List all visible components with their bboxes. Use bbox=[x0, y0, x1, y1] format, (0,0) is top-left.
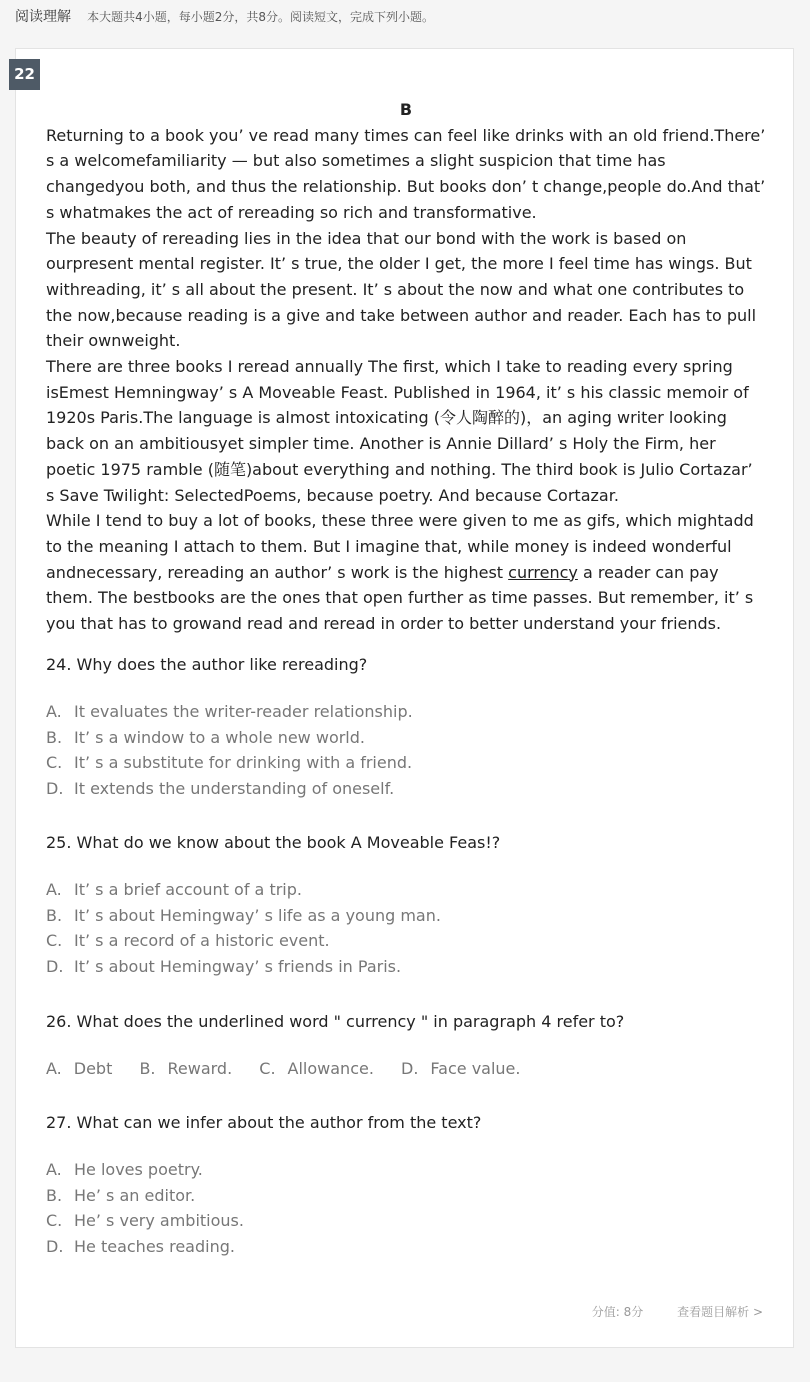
section-header bbox=[0, 0, 810, 34]
option-letter: B. bbox=[46, 905, 63, 925]
option-letter: A. bbox=[46, 1160, 62, 1179]
passage-paragraph-4 bbox=[46, 508, 766, 637]
option-text: It’ s about Hemingway’ s friends in Paris. bbox=[74, 957, 402, 977]
option-c[interactable] bbox=[259, 1059, 374, 1078]
paragraph-4-text-after: a reader can pay them. The bestbooks are the ones that open further as time passes. But remember, it’ s you that has to growand read and reread in order to better understand your friends. bbox=[46, 562, 754, 634]
option-text: It’ s a window to a whole new world. bbox=[74, 727, 365, 747]
option-letter: A. bbox=[46, 702, 62, 721]
option-a[interactable] bbox=[46, 699, 766, 725]
option-text: It evaluates the writer-reader relationship. bbox=[74, 702, 413, 721]
option-c[interactable] bbox=[46, 928, 766, 954]
option-text: He teaches reading. bbox=[74, 1237, 235, 1257]
option-text: It’ s a brief account of a trip. bbox=[74, 880, 302, 899]
option-text: It’ s a record of a historic event. bbox=[74, 931, 330, 951]
card-footer bbox=[592, 1303, 763, 1320]
inline-options bbox=[46, 1056, 766, 1082]
option-b[interactable] bbox=[46, 903, 766, 929]
option-c[interactable] bbox=[46, 1208, 766, 1234]
option-text: Debt bbox=[73, 1059, 113, 1078]
option-text: Face value. bbox=[430, 1059, 521, 1078]
option-text: Allowance. bbox=[287, 1059, 374, 1078]
option-text: He’ s very ambitious. bbox=[74, 1211, 244, 1231]
option-text: It’ s about Hemingway’ s life as a young man. bbox=[74, 905, 441, 925]
option-a[interactable] bbox=[46, 1059, 112, 1078]
option-text: He loves poetry. bbox=[74, 1160, 203, 1179]
paragraph-4-text-before: While I tend to buy a lot of books, these three were given to me as gifs, which mightadd to the meaning I attach to them. But I imagine that, while money is indeed wonderful andnecessary, rereading an author’ s work is the highest bbox=[46, 511, 754, 582]
reading-passage bbox=[46, 97, 766, 637]
option-letter: D. bbox=[46, 957, 64, 977]
question-stem: 26. What does the underlined word " currency " in paragraph 4 refer to? bbox=[46, 1012, 625, 1031]
passage-paragraph-2: The beauty of rereading lies in the idea that our bond with the work is based on ourpresent mental register. It’ s true, the older I get, the more I feel time has wings. But withreading, it’ s all about the present. It’ s about the now and what one contributes to the now,because reading is a give and take between author and reader. Each has to pull their ownweight. bbox=[46, 228, 757, 351]
option-text: It extends the understanding of oneself. bbox=[74, 779, 395, 799]
option-b[interactable] bbox=[46, 1183, 766, 1209]
question-number-badge: 22 bbox=[9, 59, 40, 90]
question-stem: 27. What can we infer about the author from the text? bbox=[46, 1113, 482, 1132]
question-27 bbox=[46, 1111, 766, 1260]
option-letter: D. bbox=[46, 1237, 64, 1257]
option-letter: C. bbox=[46, 1211, 63, 1231]
option-letter: A. bbox=[46, 880, 62, 899]
option-text: It’ s a substitute for drinking with a friend. bbox=[74, 753, 413, 773]
option-d[interactable] bbox=[46, 776, 766, 802]
option-letter: C. bbox=[259, 1059, 276, 1078]
option-c[interactable] bbox=[46, 750, 766, 776]
option-d[interactable] bbox=[46, 1234, 766, 1260]
option-a[interactable] bbox=[46, 1157, 766, 1183]
option-text: Reward. bbox=[167, 1059, 233, 1078]
view-analysis-link[interactable]: 查看题目解析 > bbox=[677, 1305, 763, 1319]
option-b[interactable] bbox=[139, 1059, 232, 1078]
question-card bbox=[15, 48, 794, 1348]
option-letter: B. bbox=[139, 1059, 156, 1078]
option-letter: C. bbox=[46, 931, 63, 951]
question-stem: 25. What do we know about the book A Moveable Feas!? bbox=[46, 833, 501, 852]
option-letter: D. bbox=[46, 779, 64, 799]
score-label: 分值: 8分 bbox=[591, 1305, 644, 1319]
question-24 bbox=[46, 653, 766, 802]
option-letter: A. bbox=[46, 1059, 62, 1078]
passage-title: B bbox=[399, 100, 413, 119]
question-stem: 24. Why does the author like rereading? bbox=[46, 655, 368, 674]
passage-paragraph-1: Returning to a book you’ ve read many times can feel like drinks with an old friend.There’ s a welcomefamiliarity — but also sometimes a slight suspicion that time has changedyou both, and thus the relationship. But books don’ t change,people do.And that’ s whatmakes the act of rereading so rich and transformative. bbox=[46, 125, 766, 222]
section-title: 阅读理解 bbox=[15, 9, 71, 25]
question-25 bbox=[46, 831, 766, 980]
option-text: He’ s an editor. bbox=[74, 1185, 196, 1205]
question-26 bbox=[46, 1010, 766, 1082]
option-d[interactable] bbox=[401, 1059, 520, 1078]
section-description: 本大题共4小题，每小题2分，共8分。阅读短文，完成下列小题。 bbox=[87, 10, 435, 24]
option-letter: C. bbox=[46, 753, 63, 773]
option-letter: D. bbox=[401, 1059, 419, 1078]
option-d[interactable] bbox=[46, 954, 766, 980]
option-letter: B. bbox=[46, 727, 63, 747]
passage-paragraph-3: There are three books I reread annually The first, which I take to reading every spring isEmest Hemningway’ s A Moveable Feast. Published in 1964, it’ s his classic memoir of 1920s Paris.The language is almost intoxicating (令人陶醉的)，an aging writer looking back on an ambitiousyet simpler time. Another is Annie Dillard’ s Holy the Firm, her poetic 1975 ramble (随笔)about everything and nothing. The third book is Julio Cortazar’ s Save Twilight: SelectedPoems, because poetry. And because Cortazar. bbox=[46, 357, 753, 505]
option-letter: B. bbox=[46, 1185, 63, 1205]
option-a[interactable] bbox=[46, 877, 766, 903]
underlined-word-currency: currency bbox=[508, 562, 578, 582]
option-b[interactable] bbox=[46, 725, 766, 751]
